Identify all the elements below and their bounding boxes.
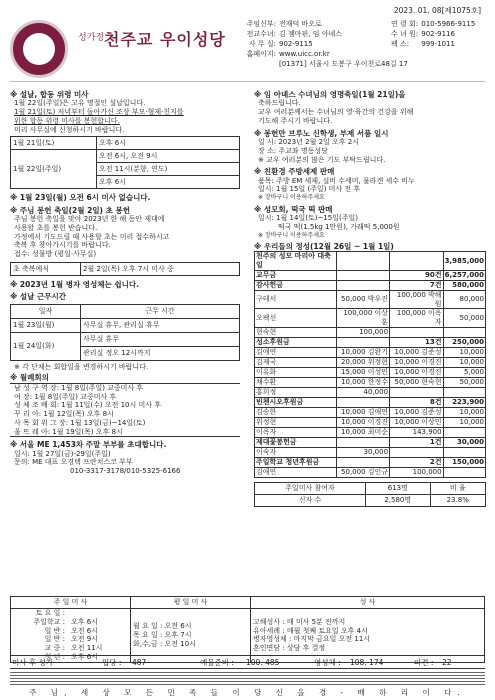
mass-time-table	[10, 136, 240, 189]
offering-cell: 2건	[390, 457, 444, 467]
offering-cell: 김애연	[255, 467, 337, 477]
offering-cell	[336, 252, 390, 271]
section-title: ※ 성모회, 떡국 떡 판매	[254, 204, 333, 214]
church-prefix: 성가정	[78, 33, 105, 43]
offering-table	[254, 251, 486, 478]
offering-cell: 6,257,000	[444, 271, 484, 279]
offering-cell: 10,000	[443, 357, 485, 367]
text-line: 주님 봉헌 축일을 맞아 2023년 한 해 동안 제대에	[14, 215, 165, 224]
offering-cell	[390, 327, 444, 337]
section-title: ※ 월례회의	[10, 373, 49, 383]
recessional-label: 파견 :	[414, 658, 434, 667]
staff-value: 902-9115	[279, 40, 313, 48]
offering-cell: 천주의 성모 마리아 대축일	[255, 252, 337, 271]
staff-line	[10, 681, 485, 682]
offering-body	[255, 252, 486, 478]
offering-cell: 1건	[390, 437, 444, 447]
staff-key: 사 무 실:	[248, 40, 276, 48]
offering-cell: 50,000 김인규	[336, 467, 390, 477]
offering-cell: 10,000 이경진	[390, 367, 444, 377]
text-line: ※ 장바구니 이용하주세요	[258, 231, 325, 239]
offering-row	[255, 417, 486, 427]
column-header: 주 일 미 사	[11, 597, 131, 609]
list-item: 사 목 회 위 그 장: 1월 13일(금)~14일(토)	[14, 418, 146, 427]
section-title: ※ 주님 봉헌 축일(2월 2일) 초 봉헌	[10, 205, 130, 215]
issue-date: 2023. 01. 08[제1075호]	[393, 6, 481, 15]
table-cell: 초 축복예식	[11, 262, 81, 275]
offering-cell: 50,000	[443, 309, 485, 328]
text-line: 일시: 1월 27일(금)-29일(주일)	[14, 449, 111, 458]
mass-type: 토 요 일 :	[35, 609, 65, 617]
table-row	[11, 332, 240, 346]
list-item	[13, 627, 128, 636]
offering-row	[255, 437, 486, 447]
list-item: 목 요 일 : 오후 7시	[133, 630, 192, 639]
offering-cell: 100,000	[390, 467, 444, 477]
hymn-bar-title: 미사 후 성가	[12, 658, 53, 667]
table-header-row	[11, 597, 485, 609]
text-line: 위한 합동 위령 미사를 봉헌합니다.	[14, 116, 120, 125]
offering-row	[255, 252, 486, 271]
mass-type: 일 반 :	[44, 635, 65, 644]
offering-cell: 빈첸시오후원금	[255, 397, 337, 407]
list-item: 울 뜨 레 아: 1월 19일(목) 오후 8시	[14, 427, 123, 436]
table-cell: 사무실 휴무	[81, 332, 240, 346]
mass-time: 오후 6시	[71, 652, 98, 661]
offering-cell: 50,000 박우진	[336, 290, 390, 309]
meeting-list	[10, 383, 240, 438]
section-title: ※ 1월 23일(월) 오전 6시 미사 없습니다.	[10, 193, 151, 203]
offering-cell: 위정현	[255, 417, 337, 427]
list-item: 화,수,금 : 오전 10시	[133, 639, 196, 648]
section-title: ※ 2023년 1월 병자 영성체는 쉽니다.	[10, 279, 139, 289]
column-header: 근무 시간	[81, 304, 240, 318]
offering-row	[255, 309, 486, 328]
offering-cell: 10,000	[443, 417, 485, 427]
offering-cell: 5,000	[443, 367, 485, 377]
table-cell: 2월 2일(목) 오후 7시 미사 중	[81, 262, 240, 275]
weekday-mass-cell	[131, 609, 251, 663]
staff-key2: 팩 스:	[391, 40, 410, 48]
section-title: ※ 서울 ME 1,453차 주말 부부를 초대합니다.	[10, 440, 167, 450]
offering-cell: 구테서	[255, 290, 337, 309]
offering-row	[255, 337, 486, 347]
staff-value: 김 젬마핀, 임 아녜스	[279, 30, 342, 38]
mass-type: 주일학교 :	[33, 617, 65, 626]
section-title: ※ 임 아녜스 수녀님의 영명축일(1월 21일)을	[254, 90, 406, 99]
staff-value2: 902-9116	[421, 30, 455, 38]
offering-row	[255, 367, 486, 377]
church-logo-icon	[10, 20, 68, 78]
sunday-mass-cell	[11, 609, 131, 663]
offering-cell: 이옥자	[255, 427, 337, 437]
table-row	[11, 150, 240, 163]
attendance-stats-table	[254, 482, 486, 507]
table-cell: 613명	[365, 482, 430, 494]
list-item: 유아세례 : 매월 첫째 토요일 오후 4시	[253, 626, 368, 635]
mass-schedule	[10, 596, 485, 663]
section-title: ※ 친환경 주방세제 판매	[254, 167, 335, 177]
offering-row	[255, 270, 486, 280]
staff-row	[238, 20, 488, 30]
offering-row	[255, 280, 486, 290]
communion-value: 108. 174	[350, 658, 384, 667]
address: [01371] 서울시 도봉구 우이천로48길 17	[279, 60, 408, 68]
offering-cell: 이숙자	[255, 447, 337, 457]
right-column	[254, 88, 486, 507]
table-cell: 23.8%	[430, 494, 485, 506]
list-item: 여 장: 1월 8일(주일) 교중미사 후	[14, 392, 117, 401]
offering-cell: 김재국	[255, 357, 337, 367]
offering-cell: 100,000 이옥자	[390, 309, 444, 328]
text-line: 접수: 성물방 (평일·사무실)	[14, 250, 97, 259]
section-title: ※ 우리들의 정성(12월 26일 ~ 1월 1일)	[254, 242, 394, 251]
offering-row	[255, 327, 486, 337]
offering-row	[255, 427, 486, 437]
hymn-numbers-bar	[10, 652, 485, 669]
offering-cell	[443, 467, 485, 477]
offering-cell	[336, 270, 390, 280]
offering-cell: 채수환	[255, 377, 337, 387]
offering-row	[255, 387, 486, 397]
offering-cell: 10,000 이경진	[390, 357, 444, 367]
offering-cell: 90건	[390, 270, 444, 280]
mass-schedule-table	[10, 596, 485, 663]
offering-cell	[336, 397, 390, 407]
staff-value: 전재덕 바오로	[279, 20, 322, 28]
mass-type: 교 중 :	[44, 644, 65, 652]
offering-cell: 10,000	[443, 407, 485, 417]
text-line: 축복 후 찾아가시기를 바랍니다.	[14, 241, 111, 250]
offering-row	[255, 447, 486, 457]
offering-cell: 10,000 김준성	[390, 347, 444, 357]
offering-cell: 100,000 이상훈	[336, 309, 390, 328]
communion-label: 영성체 :	[314, 658, 341, 667]
text-line: 일시: 1월 14일(토)~15일(주일)	[258, 214, 358, 222]
offering-cell	[390, 387, 444, 397]
column-header: 성 사	[251, 597, 485, 609]
offering-cell: 10,000 이상민	[390, 417, 444, 427]
offering-cell: 250,000	[443, 337, 485, 347]
offering-cell	[443, 447, 485, 457]
list-item	[13, 609, 128, 618]
offering-row	[255, 407, 486, 417]
text-line: 장 소: 주교좌 명동성당	[258, 146, 328, 155]
offering-cell	[443, 387, 485, 397]
table-cell: 사무실 휴무, 관리실 휴무	[81, 318, 240, 332]
list-item: 병자영성체 : 마지막 금요일 오전 11시	[253, 635, 371, 644]
staff-line	[10, 678, 485, 679]
homepage-link[interactable]: www.uicc.or.kr	[279, 50, 330, 58]
staff-row	[238, 50, 488, 60]
offering-cell: 30,000	[336, 447, 390, 457]
staff-key2: 연 령 회:	[391, 20, 419, 28]
section-title: ※ 설날 근무시간	[10, 292, 66, 302]
mass-type: 청 년 :	[44, 652, 65, 661]
offering-cell: 100,000 박해원	[390, 290, 444, 309]
offering-cell: 이유화	[255, 367, 337, 377]
table-cell: 신자 수	[255, 494, 366, 506]
table-cell: 오후 6시	[97, 176, 240, 189]
column-header: 평 일 미 사	[131, 597, 251, 609]
text-line: ※ 장바구니 이용하주세요	[258, 194, 325, 202]
list-item	[13, 635, 128, 644]
table-cell: 주일미사 참여자	[255, 482, 366, 494]
text-line: 1월 21일(토) 저녁부터 돌아가신 조상 부모·형제·친지를	[14, 108, 184, 117]
section-title: ※ 설날, 합동 위령 미사	[10, 90, 89, 99]
mass-time: 오후 6시	[71, 617, 98, 626]
recessional-value: 22	[442, 658, 452, 667]
offering-cell: 오팩선	[255, 309, 337, 328]
offering-cell: 10,000 김애연	[336, 407, 390, 417]
sunday-list	[13, 609, 128, 662]
list-item: 남 성 구 역 장: 1월 8일(주일) 교중미사 후	[14, 383, 144, 392]
offering-cell: 10,000	[443, 347, 485, 357]
left-column	[10, 88, 248, 476]
offering-cell: 15,000 이성민	[336, 367, 390, 377]
offering-cell: 10,000 한정수	[336, 377, 390, 387]
offertory-value: 100. 485	[246, 658, 280, 667]
offering-cell: 홍희정	[255, 387, 337, 397]
offering-cell: 40,000	[336, 387, 390, 397]
offering-cell: 30,000	[443, 437, 485, 447]
entrance-label: 입당 :	[102, 658, 122, 667]
offering-cell: 3,985,000	[443, 252, 485, 271]
table-row	[11, 609, 485, 663]
table-cell: 1월 22일(주일)	[11, 150, 97, 189]
list-item	[13, 618, 128, 627]
table-cell: 2,580명	[365, 494, 430, 506]
staff-key2: 수 녀 원:	[391, 30, 419, 38]
offering-cell: 80,000	[443, 290, 485, 309]
table-header-row	[11, 304, 240, 318]
offering-cell: 50,000	[443, 377, 485, 387]
table-cell: 1월 21일(토)	[11, 137, 97, 150]
table-row	[11, 137, 240, 150]
offering-cell: 감사헌금	[255, 280, 337, 290]
offering-cell	[390, 447, 444, 457]
text-line: ※ 교우 여러분의 많은 기도 부탁드립니다.	[258, 155, 386, 164]
list-item: 꾸 리 아: 1월 12일(목) 오후 8시	[14, 410, 114, 418]
offering-cell: 10,000 김준성	[390, 407, 444, 417]
text-line: 1월 22일(주일)은 고유 명절인 설날입니다.	[14, 99, 146, 108]
text-line: 기도해 주시기 바랍니다.	[258, 116, 333, 125]
offering-cell: 7건	[390, 280, 444, 290]
mass-time: 오전 11시	[71, 644, 103, 652]
section-title: ※ 봉헌만 브루노 신학생, 부제 서품 일시	[254, 128, 389, 138]
text-line: 사용할 초를 봉헌 받습니다.	[14, 223, 98, 232]
text-line: 일시: 1월 15일 (주일) 미사 전 후	[258, 185, 361, 194]
offering-cell: 주일학교 청년후원금	[255, 457, 337, 467]
offering-cell: 성소후원금	[255, 337, 337, 347]
offering-cell: 100,000	[336, 327, 390, 337]
table-cell: 1월 23일(월)	[11, 318, 81, 332]
list-item: 고해성사 : 매 미사 5분 전까지	[253, 617, 346, 626]
staff-key: 전교수녀:	[246, 30, 276, 38]
offering-cell: 김애연	[255, 347, 337, 357]
offering-cell	[336, 337, 390, 347]
offering-cell: 580,000	[443, 280, 485, 290]
text-line: 떡국 떡(1.5kg 1만원), 가래떡 5,000원	[278, 222, 400, 231]
text-line: 품목: 주방 EM 세제, 설비 수세미, 물라겐 세수 비누	[258, 176, 415, 185]
table-cell: 오후 6시	[97, 137, 240, 150]
offering-cell	[336, 457, 390, 467]
staff-value2: 010-5966-9115	[421, 20, 476, 28]
staff-row	[238, 40, 488, 50]
offering-cell: 20,000 위정현	[336, 357, 390, 367]
text-line: 가정에서 기도드릴 때 사용할 초는 미리 접수하시고	[14, 232, 170, 241]
staff-line	[10, 675, 485, 676]
sacrament-cell	[251, 609, 485, 663]
staff-line	[10, 684, 485, 685]
text-line: 일 시: 2023년 2월 2일 오후 2시	[258, 138, 359, 146]
header	[10, 18, 485, 82]
church-name: 천주교 우이성당	[104, 30, 226, 49]
offering-cell: 13건	[390, 337, 444, 347]
list-item: 성 체 조 배 회: 1월 11일(수) 오전 10시 미사 후	[14, 401, 162, 410]
staff-value2: 999-1011	[421, 40, 455, 48]
staff-key: 주임신부:	[246, 20, 276, 28]
entrance-value: 487	[132, 658, 147, 667]
offering-cell: 제대꽃봉헌금	[255, 437, 337, 447]
offering-row	[255, 467, 486, 477]
table-cell: 1월 24일(화)	[11, 332, 81, 360]
offering-cell	[390, 252, 444, 271]
table-cell: 비 율	[430, 482, 485, 494]
offering-row	[255, 290, 486, 309]
offering-row	[255, 377, 486, 387]
offering-cell	[443, 327, 485, 337]
staff-row	[238, 60, 488, 70]
offertory-label: 예물준비 :	[200, 658, 234, 667]
text-line: 교우 여러분께서는 수녀님의 영·육간의 건강을 위해	[258, 108, 414, 117]
note: ※ 각 단체는 회합일을 변경하시기 바랍니다.	[14, 362, 149, 371]
mass-time: 오전 9시	[71, 635, 98, 644]
offering-cell	[336, 280, 390, 290]
text-line: 축하드립니다.	[258, 99, 301, 108]
text-line: 010-3317-3178/010-5325-6166	[70, 467, 181, 476]
offering-cell	[443, 427, 485, 437]
text-line: 미리 사무실에 신청하시기 바랍니다.	[14, 125, 125, 134]
offering-cell: 현숙현	[255, 327, 337, 337]
offering-cell: 김승한	[255, 407, 337, 417]
offering-cell	[336, 437, 390, 447]
offering-row	[255, 347, 486, 357]
staff-key: 홈페이지:	[246, 50, 276, 58]
mass-type: 일 반 :	[44, 626, 65, 635]
offering-cell: 10,000 이경진	[336, 417, 390, 427]
blessing-table	[10, 262, 240, 276]
column-header: 일자	[11, 304, 81, 318]
mass-time: 오전 6시	[71, 626, 98, 635]
table-row	[255, 482, 486, 494]
text-line: 문의: ME 대표 오경택 프란치스코 부부	[14, 458, 133, 467]
table-cell: 오전 11시(분향, 연도)	[97, 163, 240, 176]
list-item: 혼인면담 : 상담 후 결정	[253, 644, 326, 652]
table-row	[11, 318, 240, 332]
offering-row	[255, 357, 486, 367]
work-hours-table	[10, 304, 240, 361]
table-row	[255, 494, 486, 506]
list-item	[13, 644, 128, 653]
offering-cell: 143,900	[390, 427, 444, 437]
table-cell: 오전 6시, 오전 9시	[97, 150, 240, 163]
offering-cell: 8건	[390, 397, 444, 407]
hymn-lyrics: 주 님, 세 상 모 든 민 족 들 이 당 신 을 경 - 배 하 리 이 다.	[29, 688, 466, 697]
logo-center	[23, 33, 55, 65]
table-cell: 관리실 정오 12시까지	[81, 346, 240, 360]
offering-cell: 교무금	[255, 270, 337, 280]
offering-cell: 50,000 현숙현	[390, 377, 444, 387]
offering-cell: 10,000 최미순	[336, 427, 390, 437]
staff-line	[10, 672, 485, 673]
offering-row	[255, 457, 486, 467]
list-item: 월 요 일 : 오전 6시	[133, 622, 192, 631]
staff-directory	[238, 20, 488, 70]
offering-row	[255, 397, 486, 407]
staff-row	[238, 30, 488, 40]
table-row	[11, 262, 240, 275]
offering-cell: 10,000 김완기	[336, 347, 390, 357]
offering-cell: 150,000	[443, 457, 485, 467]
offering-cell: 223,900	[443, 397, 485, 407]
